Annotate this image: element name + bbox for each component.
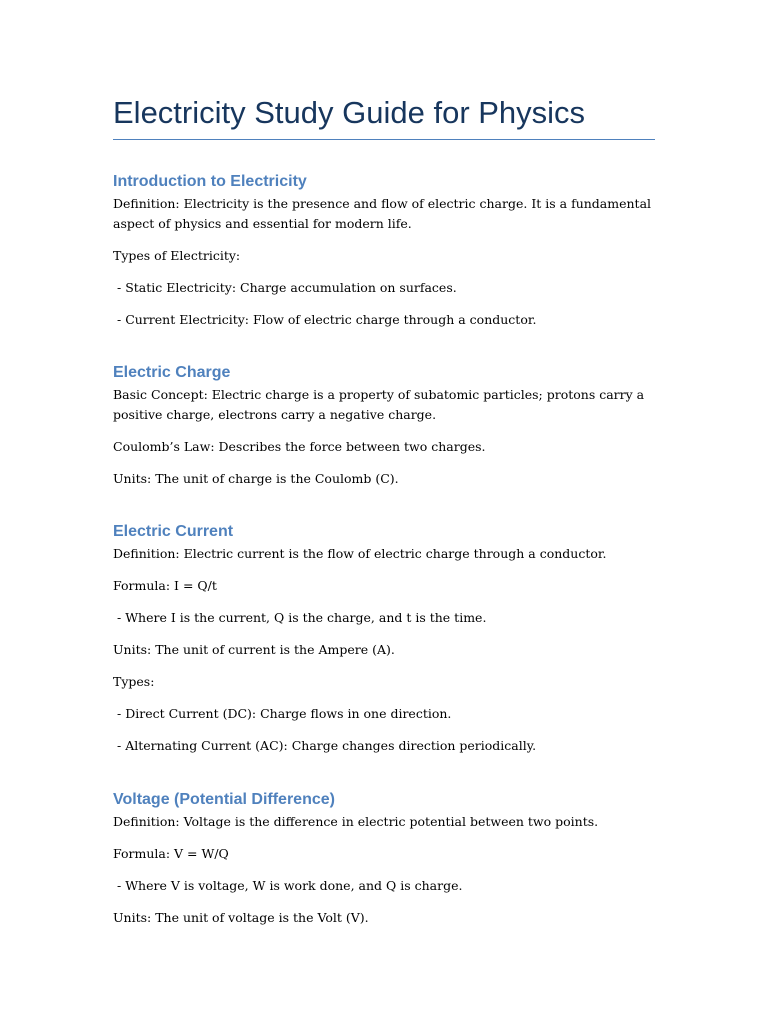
paragraph: Definition: Electric current is the flow of electric charge through a conductor.: [113, 546, 607, 561]
title-underline: [113, 139, 655, 140]
paragraph: Types:: [113, 674, 155, 689]
document-title: Electricity Study Guide for Physics: [113, 95, 586, 130]
paragraph: Formula: V = W/Q: [113, 846, 229, 861]
list-item: - Where I is the current, Q is the charge, and t is the time.: [117, 610, 487, 625]
list-item: - Current Electricity: Flow of electric charge through a conductor.: [117, 312, 537, 327]
section-electric-current: [113, 522, 655, 768]
paragraph: Units: The unit of voltage is the Volt (V).: [113, 910, 369, 925]
section-electric-charge: [113, 363, 655, 501]
paragraph: Formula: I = Q/t: [113, 578, 217, 593]
section-introduction: [113, 172, 655, 342]
list-item: - Static Electricity: Charge accumulation on surfaces.: [117, 280, 457, 295]
section-voltage: [113, 790, 655, 940]
section-heading: Electric Current: [113, 523, 234, 540]
paragraph: Types of Electricity:: [113, 248, 241, 263]
paragraph: Definition: Voltage is the difference in electric potential between two points.: [113, 814, 599, 829]
list-item: - Where V is voltage, W is work done, and Q is charge.: [117, 878, 463, 893]
paragraph: Coulomb’s Law: Describes the force between two charges.: [113, 439, 486, 454]
paragraph: Units: The unit of charge is the Coulomb (C).: [113, 471, 399, 486]
list-item: - Direct Current (DC): Charge flows in one direction.: [117, 706, 452, 721]
section-heading: Voltage (Potential Difference): [113, 791, 335, 808]
section-heading: Electric Charge: [113, 364, 231, 381]
paragraph: Basic Concept: Electric charge is a property of subatomic particles; protons carry a positive charge, electrons carry a negative charge.: [113, 387, 645, 422]
list-item: - Alternating Current (AC): Charge changes direction periodically.: [117, 738, 537, 753]
paragraph: Definition: Electricity is the presence and flow of electric charge. It is a fundamental aspect of physics and essential for modern life.: [113, 196, 652, 231]
section-heading: Introduction to Electricity: [113, 173, 307, 190]
paragraph: Units: The unit of current is the Ampere (A).: [113, 642, 395, 657]
